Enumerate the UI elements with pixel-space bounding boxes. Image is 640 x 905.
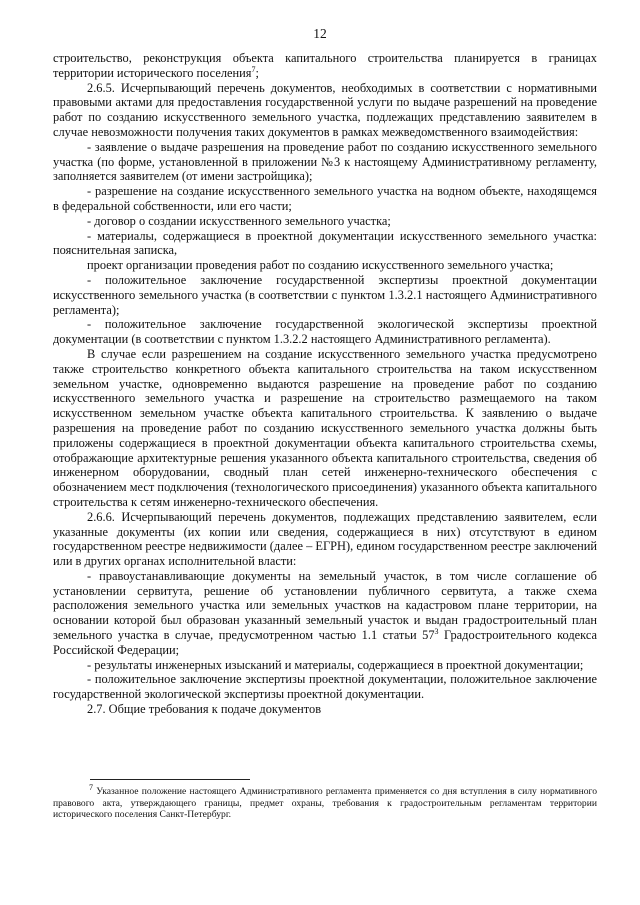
paragraph: 2.6.6. Исчерпывающий перечень документов, подлежащих представлению заявителем, если указанные документы (их копии или сведения, содержащиеся в них) отсутствуют в едином государственном реестре недвижимости (далее – ЕГРН), едином государственном реестре заключений или в других органах исполнительной власти: xyxy=(53,509,597,569)
footnote-mark: 7 xyxy=(89,782,93,792)
paragraph: 2.6.5. Исчерпывающий перечень документов, необходимых в соответствии с нормативными правовыми актами для предоставления государственной услуги по выдаче разрешений на проведение работ по созданию искусственного земельного участка, подлежащих представлению заявителем в случае невозможности получения таких документов в рамках межведомственного взаимодействия: xyxy=(53,80,597,139)
list-item: - разрешение на создание искусственного земельного участка на водном объекте, находящемся в федеральной собственности, или его части; xyxy=(53,184,597,213)
list-item: - результаты инженерных изысканий и материалы, содержащиеся в проектной документации; xyxy=(87,657,584,672)
list-item: - правоустанавливающие документы на земельный участок, в том числе соглашение об установлении сервитута, решение об установлении публичного сервитута, а также схема расположения земельного участка или земельных участков на кадастровом плане территории, на основании которой был образован указанный земельный участок и выдан градостроительный план земельного участка в случае, предусмотренном частью 1.1 статьи $57^3$ Градостроительного кодекса Российской Федерации; xyxy=(53,568,597,657)
list-item: - положительное заключение государственной экспертизы проектной документации искусственного земельного участка (в соответствии с пунктом 1.3.2.1 настоящего Административного регламента); xyxy=(53,272,597,317)
section-heading: 2.7. Общие требования к подаче документов xyxy=(87,702,322,717)
list-item: - положительное заключение экспертизы проектной документации, положительное заключение государственной экологической экспертизы проектной документации. xyxy=(53,672,597,702)
list-item: - положительное заключение государственной экологической экспертизы проектной документации (в соответствии с пунктом 1.3.2.2 настоящего Административного регламента). xyxy=(53,317,597,347)
list-item: - договор о создании искусственного земельного участка; xyxy=(87,213,391,228)
list-item: проект организации проведения работ по созданию искусственного земельного участка; xyxy=(87,258,554,273)
paragraph: строительство, реконструкция объекта капитального строительства планируется в границах территории исторического поселения$^7$; xyxy=(53,51,597,80)
paragraph: В случае если разрешением на создание искусственного земельного участка предусмотрено также строительство конкретного объекта капитального строительства на таком искусственном земельном участке, одновременно выдаются разрешение на проведение работ по созданию искусственного земельного участка и разрешение на строительство размещаемого на таком искусственном земельном участке объекта капитального строительства. К заявлению о выдаче разрешения на проведение работ по созданию искусственного земельного участка должны быть приложены содержащиеся в проектной документации объекта капитального строительства схемы, отображающие архитектурные решения указанного объекта капитального строительства, сведения об инженерном оборудовании, сводный план сетей инженерно-технического обеспечения с обозначением мест подключения (технологического присоединения) указанного объекта капитального строительства к сетям инженерно-технического обеспечения. xyxy=(53,346,597,509)
list-item: - материалы, содержащиеся в проектной документации искусственного земельного участка: пояснительная записка, xyxy=(53,228,597,258)
superscript: 3 xyxy=(434,626,439,636)
page-number: 12 xyxy=(313,26,327,41)
footnote-text: Указанное положение настоящего Административного регламента применяется со дня вступления в силу нормативного правового акта, утверждающего границы, предмет охраны, требования к градостроительным регламентам территории исторического поселения Санкт-Петербург. xyxy=(53,786,597,821)
list-item: - заявление о выдаче разрешения на проведение работ по созданию искусственного земельного участка (по форме, установленной в приложении №3 к настоящему Административному регламенту, заполняется заявителем (от имени застройщика); xyxy=(53,139,597,184)
footnote-ref: 7 xyxy=(251,64,256,74)
document-body xyxy=(53,51,597,717)
footnote xyxy=(53,782,597,821)
footnote-divider xyxy=(90,779,250,780)
